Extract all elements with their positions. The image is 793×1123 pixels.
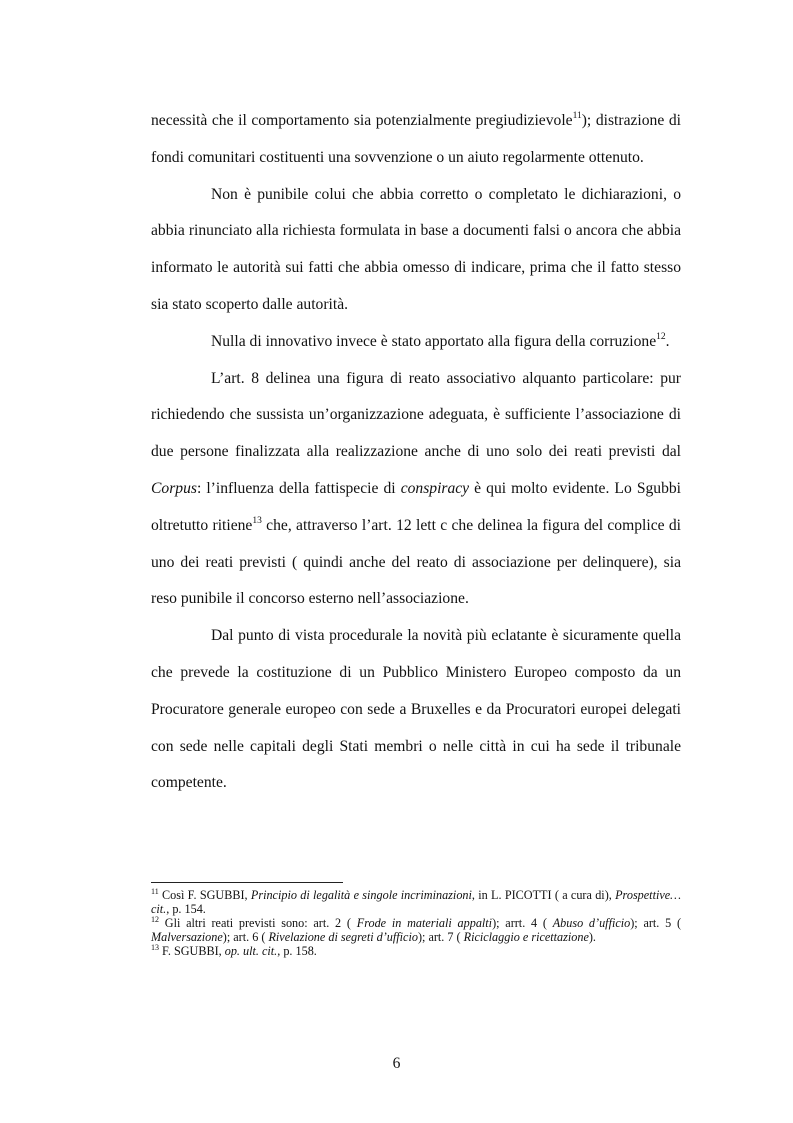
footnote-ref-11[interactable]: 11: [572, 111, 582, 121]
page-number: 6: [392, 1055, 401, 1072]
footnote-separator: [151, 882, 343, 883]
paragraph-2: Non è punibile colui che abbia corretto o completato le dichiarazioni, o abbia rinunciato alla richiesta formulata in base a documenti falsi o ancora che abbia informato le autorità sui fatti che abbia omesso di indicare, prima che il fatto stesso sia stato scoperto dalle autorità.: [151, 185, 681, 313]
body-text: [151, 103, 681, 802]
footnote-11: $^{11}$ Così F. SGUBBI, Principio di legalità e singole incriminazioni, in L. PICOTTI ( a cura di), Prospettive… cit., p. 154.: [151, 887, 681, 916]
paragraph-5: Dal punto di vista procedurale la novità più eclatante è sicuramente quella che prevede la costituzione di un Pubblico Ministero Europeo composto da un Procuratore generale europeo con sede a Bruxelles e da Procuratori europei delegati con sede nelle capitali degli Stati membri o nelle città in cui ha sede il tribunale competente.: [151, 627, 681, 792]
footnote-13: $^{13}$ F. SGUBBI, op. ult. cit., p. 158.: [151, 943, 317, 958]
paragraph-1: necessità che il comportamento sia potenzialmente pregiudizievole$^{11}$); distrazione di fondi comunitari costituenti una sovvenzione o un aiuto regolarmente ottenuto.: [151, 111, 681, 166]
paragraph-4: L’art. 8 delinea una figura di reato associativo alquanto particolare: pur richiedendo che sussista un’organizzazione adeguata, è sufficiente l’associazione di due persone finalizzata alla realizzazione anche di uno solo dei reati previsti dal Corpus: l’influenza della fattispecie di conspiracy è qui molto evidente. Lo Sgubbi oltretutto ritiene$^{13}$ che, attraverso l’art. 12 lett c che delinea la figura del complice di uno dei reati previsti ( quindi anche del reato di associazione per delinquere), sia reso punibile il concorso esterno nell’associazione.: [151, 369, 682, 608]
footnotes: [151, 888, 681, 958]
footnote-12: $^{12}$ Gli altri reati previsti sono: art. 2 ( Frode in materiali appalti); arrt. 4 ( Abuso d’ufficio); art. 5 ( Malversazione); art. 6 ( Rivelazione di segreti d’ufficio); art. 7 ( Riciclaggio e ricettazione).: [151, 915, 682, 944]
footnote-ref-13[interactable]: 13: [252, 515, 262, 526]
footnote-ref-12[interactable]: 12: [656, 331, 666, 342]
paragraph-3: Nulla di innovativo invece è stato apportato alla figura della corruzione$^{12}$.: [211, 331, 670, 350]
